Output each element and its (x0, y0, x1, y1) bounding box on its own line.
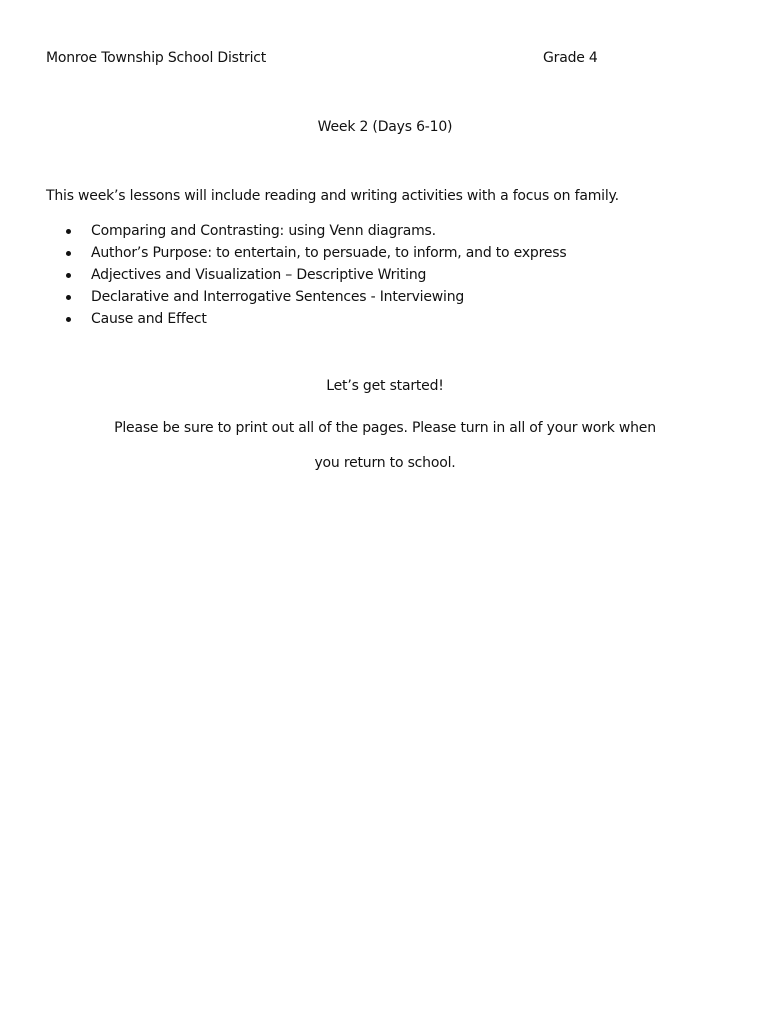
bullet-icon (66, 317, 71, 322)
instruction-line-1: Please be sure to print out all of the pages. Please turn in all of your work when (114, 420, 656, 436)
topic-list (62, 221, 566, 331)
topic-label: Declarative and Interrogative Sentences - Interviewing (91, 289, 465, 305)
topic-item (62, 287, 566, 309)
topic-label: Cause and Effect (91, 311, 207, 327)
topic-item (62, 265, 566, 287)
intro-text: This week’s lessons will include reading and writing activities with a focus on family. (46, 188, 619, 204)
bullet-icon (66, 273, 71, 278)
bullet-icon (66, 229, 71, 234)
bullet-icon (66, 295, 71, 300)
start-text: Let’s get started! (326, 378, 444, 394)
topic-label: Comparing and Contrasting: using Venn diagrams. (91, 223, 436, 239)
topic-label: Author’s Purpose: to entertain, to persuade, to inform, and to express (91, 245, 567, 261)
topic-item (62, 309, 566, 331)
topic-item (62, 243, 566, 265)
week-title: Week 2 (Days 6-10) (317, 119, 453, 135)
instruction-text (0, 411, 770, 481)
district-name: Monroe Township School District (46, 50, 267, 66)
bullet-icon (66, 251, 71, 256)
topic-label: Adjectives and Visualization – Descriptive Writing (91, 267, 427, 283)
grade-label: Grade 4 (543, 50, 598, 66)
topic-item (62, 221, 566, 243)
instruction-line-2: you return to school. (314, 455, 456, 471)
